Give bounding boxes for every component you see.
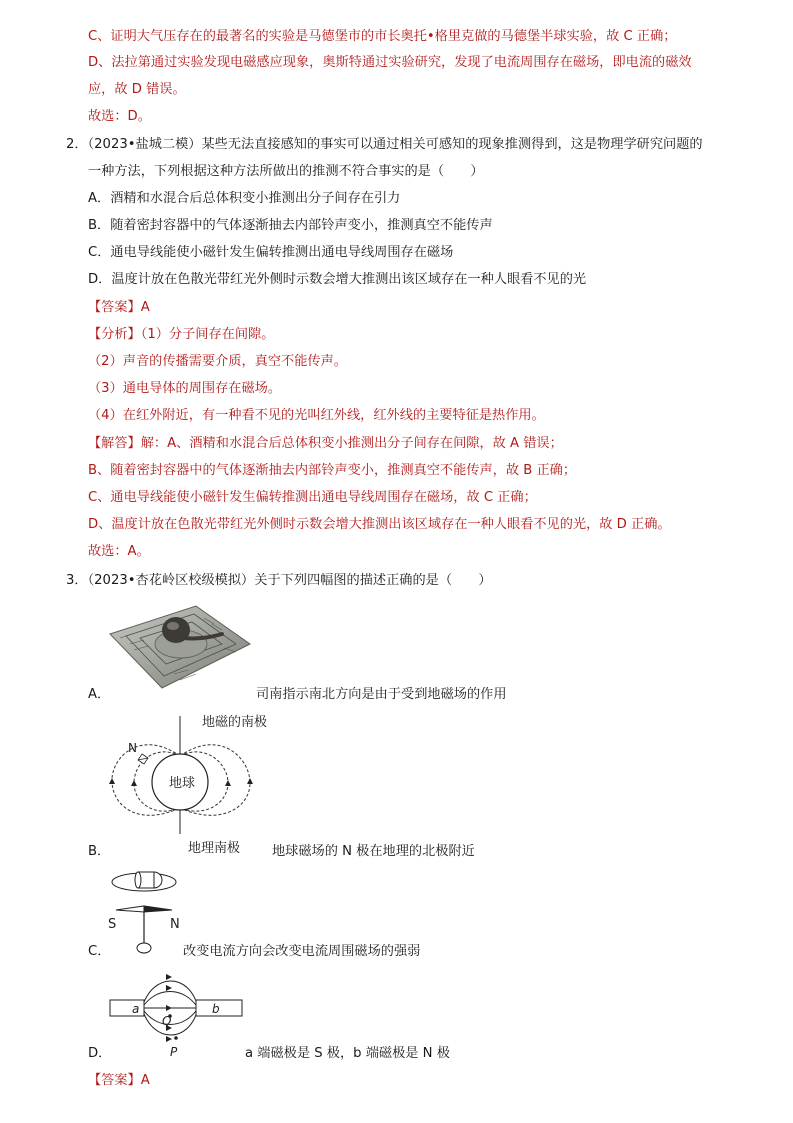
q3-option-d-label: D． [88, 1046, 112, 1061]
needle-s-label: S [108, 917, 117, 932]
earth-magnetic-field-figure [100, 708, 290, 858]
q2-option-a: A．酒精和水混合后总体积变小推测出分子间存在引力 [88, 191, 401, 206]
q2-answer [88, 299, 150, 317]
q3-option-c-label: C． [88, 944, 111, 959]
needle-n-label: N [128, 741, 137, 755]
solution-line-c: C、证明大气压存在的最著名的实验是马德堡市的市长奥托•格里克做的马德堡半球实验，故 C 正确； [88, 29, 677, 44]
q2-stem-2: 一种方法，下列根据这种方法所做出的推测不符合事实的是（ ） [88, 164, 484, 179]
answer-value: A [140, 1073, 150, 1088]
sinan-compass-figure [104, 600, 254, 692]
q3-option-a-text: 司南指示南北方向是由于受到地磁场的作用 [256, 687, 507, 702]
wire-compass-figure [104, 866, 184, 958]
q2-analysis-4: （4）在红外附近，有一种看不见的光叫红外线，红外线的主要特征是热作用。 [88, 408, 545, 423]
geographic-south-label: 地理南极 [188, 841, 241, 856]
solution-line-d-2: 应，故 D 错误。 [88, 82, 186, 97]
q3-option-d-text: a 端磁极是 S 极，b 端磁极是 N 极 [245, 1046, 450, 1061]
magnet-end-a-label: a [132, 1002, 140, 1016]
q2-solution-4: D、温度计放在色散光带红光外侧时示数会增大推测出该区域存在一种人眼看不见的光，故 D 正确。 [88, 517, 671, 532]
needle-n-label: N [170, 917, 180, 932]
q2-analysis-2: （2）声音的传播需要介质，真空不能传声。 [88, 354, 347, 369]
q2-analysis-3: （3）通电导体的周围存在磁场。 [88, 381, 282, 396]
q2-option-d: D．温度计放在色散光带红光外侧时示数会增大推测出该区域存在一种人眼看不见的光 [88, 272, 587, 287]
q2-solution-3: C、通电导线能使小磁针发生偏转推测出通电导线周围存在磁场，故 C 正确； [88, 490, 537, 505]
q3-option-b-text: 地球磁场的 N 极在地理的北极附近 [272, 844, 475, 859]
q2-option-b: B．随着密封容器中的气体逐渐抽去内部铃声变小，推测真空不能传声 [88, 218, 493, 233]
point-p-label: P [170, 1045, 178, 1059]
analysis-text: （1）分子间存在间隙。 [140, 327, 275, 342]
q2-choice: 故选：A。 [88, 544, 150, 559]
solution-choice: 故选：D。 [88, 109, 151, 124]
answer-value: A [140, 300, 150, 315]
q2-solution-2: B、随着密封容器中的气体逐渐抽去内部铃声变小，推测真空不能传声，故 B 正确； [88, 463, 577, 478]
point-q-label: Q [162, 1014, 172, 1028]
q3-option-b-label: B． [88, 844, 111, 859]
answer-tag: 【答案】 [88, 300, 141, 315]
magnet-field-figure [106, 968, 246, 1060]
solution-tag: 【解答】 [88, 436, 141, 451]
q2-option-c: C．通电导线能使小磁针发生偏转推测出通电导线周围存在磁场 [88, 245, 454, 260]
magnet-end-b-label: b [212, 1002, 220, 1016]
earth-label: 地球 [169, 776, 196, 791]
analysis-tag: 【分析】 [88, 327, 141, 342]
q3-option-c-text: 改变电流方向会改变电流周围磁场的强弱 [183, 944, 421, 959]
q3-answer [88, 1072, 150, 1090]
solution-text: 解：A、酒精和水混合后总体积变小推测出分子间存在间隙，故 A 错误； [140, 436, 563, 451]
q3-stem: 3．（2023•杏花岭区校级模拟）关于下列四幅图的描述正确的是（ ） [66, 573, 492, 588]
q3-option-a-label: A． [88, 687, 111, 702]
solution-line-d-1: D、法拉第通过实验发现电磁感应现象，奥斯特通过实验研究，发现了电流周围存在磁场，即电流的磁效 [88, 55, 692, 70]
geomagnetic-south-label: 地磁的南极 [202, 715, 268, 730]
q2-solution-1 [88, 435, 563, 453]
answer-tag: 【答案】 [88, 1073, 141, 1088]
q2-analysis-1 [88, 326, 274, 344]
q2-stem-1: 2．（2023•盐城二模）某些无法直接感知的事实可以通过相关可感知的现象推测得到，这是物理学研究问题的 [66, 137, 703, 152]
